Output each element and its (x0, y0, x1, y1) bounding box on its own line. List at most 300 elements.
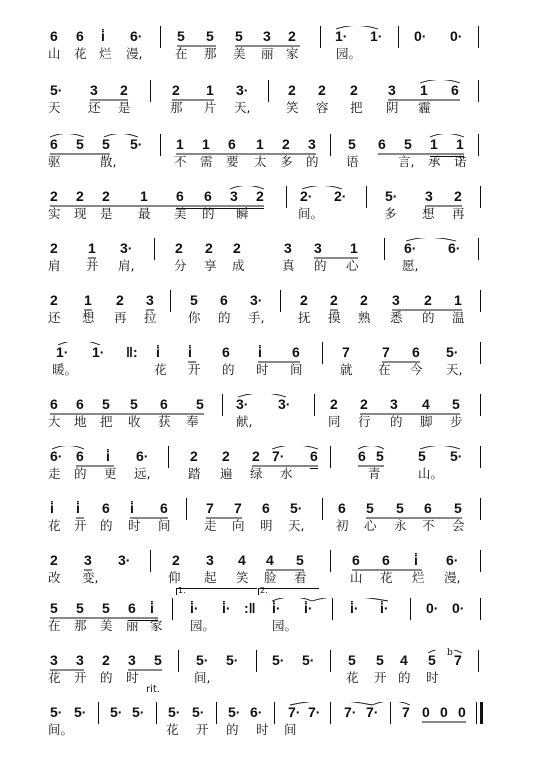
lyric: 肩, (118, 258, 135, 273)
score-row-2 (0, 80, 547, 130)
score-row-6 (0, 290, 547, 340)
note: i̇· (350, 600, 359, 616)
note: 6 (76, 448, 84, 464)
lyric: 笑 (236, 570, 249, 585)
note: 1 (176, 136, 184, 152)
note: 2 (116, 292, 124, 308)
note: 1 (456, 136, 464, 152)
lyric: 言, (398, 154, 415, 169)
volta-bracket-1 (176, 588, 257, 595)
lyric: 的 (74, 466, 87, 481)
lyric: 青 (368, 466, 381, 481)
lyric: 不 (422, 518, 435, 533)
lyric: 太 (254, 154, 267, 169)
note: 2 (102, 188, 110, 204)
lyric: 间 (284, 722, 297, 737)
score-row-12 (0, 586, 547, 648)
note: 5 (348, 136, 356, 152)
note: 7 (402, 704, 410, 720)
note: i̇ (50, 500, 54, 516)
note: 5 (154, 652, 162, 668)
lyric: 在 (175, 46, 188, 61)
lyric: 要 (226, 154, 239, 169)
note: 1 (350, 240, 358, 256)
lyric: 霾 (418, 100, 431, 115)
note: 2 (256, 188, 264, 204)
score-row-8 (0, 394, 547, 444)
lyric: 烂 (99, 46, 112, 61)
note: 2 (50, 240, 58, 256)
note: 2 (233, 240, 241, 256)
note: 6· (446, 552, 459, 568)
lyric: 园。 (190, 618, 216, 633)
lyric: 的 (100, 518, 113, 533)
note: 6 (50, 28, 58, 44)
repeat-start: ‖: (126, 344, 138, 360)
note: 3· (236, 396, 249, 412)
note: 5 (206, 28, 214, 44)
note: 6 (262, 500, 270, 516)
lyric: 的 (222, 362, 235, 377)
lyric: 开 (196, 722, 209, 737)
note: 2 (330, 396, 338, 412)
lyric: 更 (104, 466, 117, 481)
note: 6 (378, 136, 386, 152)
lyric: 脸 (264, 570, 277, 585)
lyric: 间。 (298, 206, 324, 221)
note: 2 (175, 240, 183, 256)
lyric: 向 (232, 518, 245, 533)
note: 5· (450, 448, 463, 464)
note: 5 (196, 396, 204, 412)
note: 7 (382, 344, 390, 360)
lyric: 初 (336, 518, 349, 533)
lyric: 大 (48, 414, 61, 429)
note: 6· (250, 704, 263, 720)
lyric: 还 (48, 310, 61, 325)
note: i̇ (150, 600, 154, 616)
lyric: 美 (174, 206, 187, 221)
lyric: 片 (204, 100, 217, 115)
lyric: 的 (202, 206, 215, 221)
note: 7 (454, 652, 462, 668)
note: 6 (50, 396, 58, 412)
note: 7 (342, 344, 350, 360)
note: 3 (146, 292, 154, 308)
lyric: 天, (288, 518, 305, 533)
note: 2 (205, 240, 213, 256)
lyric: 时 (256, 722, 269, 737)
lyric: 间。 (48, 722, 74, 737)
note: 1 (202, 136, 210, 152)
lyric: 就 (340, 362, 353, 377)
lyric: 行 (358, 414, 371, 429)
lyric: 花 (48, 670, 61, 685)
lyric: 分 (174, 258, 187, 273)
score-row-1 (0, 26, 547, 76)
lyric: 真 (282, 258, 295, 273)
note: 2· (334, 188, 347, 204)
note: i̇· (190, 600, 199, 616)
lyric: 承 (428, 154, 441, 169)
lyric: 的 (398, 670, 411, 685)
note: 5· (196, 652, 209, 668)
lyric: 间 (290, 362, 303, 377)
notes-line (0, 26, 547, 46)
lyric: 家 (286, 46, 299, 61)
note: 2 (172, 552, 180, 568)
note: i̇ (76, 500, 80, 516)
note: 5 (177, 28, 185, 44)
note: 6 (358, 448, 366, 464)
note: 5· (226, 652, 239, 668)
note: 6 (222, 344, 230, 360)
lyric: 容 (316, 100, 329, 115)
note: 2 (190, 448, 198, 464)
lyric: 的 (422, 310, 435, 325)
note: 2 (172, 82, 180, 98)
lyric: 收 (128, 414, 141, 429)
lyric: 起 (204, 570, 217, 585)
note: 2 (222, 448, 230, 464)
lyric: 会 (452, 518, 465, 533)
note: 5 (102, 136, 110, 152)
note: 2 (360, 396, 368, 412)
note: 3· (278, 396, 291, 412)
lyric: 花 (166, 722, 179, 737)
note: 5 (102, 600, 110, 616)
ritardando-mark: rit. (146, 684, 160, 695)
note: 2 (288, 82, 296, 98)
lyric: 手, (248, 310, 265, 325)
note: 6 (310, 448, 318, 464)
lyric: 今 (410, 362, 423, 377)
lyric: 多 (384, 206, 397, 221)
note: 5· (168, 704, 181, 720)
note: 1 (206, 82, 214, 98)
lyric: 变, (82, 570, 99, 585)
lyric: 开 (74, 670, 87, 685)
note: 2 (300, 292, 308, 308)
lyric: 献, (236, 414, 253, 429)
note: 2· (300, 188, 313, 204)
note: 2 (252, 448, 260, 464)
note: 3 (230, 188, 238, 204)
lyric: 间, (194, 670, 211, 685)
lyric: 开 (374, 670, 387, 685)
lyric: 的 (218, 310, 231, 325)
lyric: 的 (314, 258, 327, 273)
note: 3 (392, 292, 400, 308)
lyric: 烂 (412, 570, 425, 585)
lyric: 最 (138, 206, 151, 221)
note: i̇ (130, 500, 134, 516)
lyric: 心 (346, 258, 359, 273)
note: 5· (192, 704, 205, 720)
note: 4 (266, 552, 274, 568)
note: 6· (130, 28, 143, 44)
lyric: 走 (204, 518, 217, 533)
lyric: 水 (280, 466, 293, 481)
note: 7 (234, 500, 242, 516)
note: 6 (451, 82, 459, 98)
note: 3 (388, 82, 396, 98)
note: 1 (256, 136, 264, 152)
note: 0 (458, 704, 466, 720)
lyric: 那 (170, 100, 183, 115)
lyric: 同 (328, 414, 341, 429)
note: 7· (288, 704, 301, 720)
note: 0 (440, 704, 448, 720)
lyric: 暖。 (52, 362, 78, 377)
note: 1· (335, 28, 348, 44)
note: 5 (235, 28, 243, 44)
repeat-end: :‖ (244, 600, 256, 616)
note: 5· (132, 704, 145, 720)
lyric: 散, (100, 154, 117, 169)
lyric: 改 (48, 570, 61, 585)
lyric: 山 (350, 570, 363, 585)
lyric: 的 (390, 414, 403, 429)
note: 2 (424, 292, 432, 308)
lyric: 拉 (144, 310, 157, 325)
score-row-3 (0, 134, 547, 184)
lyric: 的 (226, 722, 239, 737)
note: 2 (102, 652, 110, 668)
lyric: 是 (118, 100, 131, 115)
note: 6 (220, 292, 228, 308)
note: 6· (404, 240, 417, 256)
note: 5· (50, 82, 63, 98)
note: 3 (263, 28, 271, 44)
lyric: 笑 (286, 100, 299, 115)
note: 5 (428, 652, 436, 668)
lyric: 你 (188, 310, 201, 325)
lyric: 瞬 (236, 206, 249, 221)
lyric: 需 (200, 154, 213, 169)
note: 5· (446, 344, 459, 360)
note: 7· (366, 704, 379, 720)
lyric: 再 (452, 206, 465, 221)
lyric: 成 (232, 258, 245, 273)
lyric: 悉 (390, 310, 403, 325)
note: 5 (50, 600, 58, 616)
lyric: 想 (82, 310, 95, 325)
note: 4 (238, 552, 246, 568)
note: 6 (352, 552, 360, 568)
note: 3 (84, 552, 92, 568)
lyric: 遍 (220, 466, 233, 481)
note: 7· (344, 704, 357, 720)
note: 5 (366, 500, 374, 516)
note: 5 (296, 552, 304, 568)
note: 5· (228, 704, 241, 720)
note: 6 (382, 552, 390, 568)
note: 0· (452, 600, 465, 616)
note: 5 (76, 600, 84, 616)
note: 5· (290, 500, 303, 516)
note: i̇ (188, 344, 192, 360)
note: i̇ (101, 28, 105, 44)
lyric: 明 (260, 518, 273, 533)
note: 5 (376, 448, 384, 464)
note: 6 (160, 500, 168, 516)
note: 6 (412, 344, 420, 360)
note: 5· (385, 188, 398, 204)
lyric: 心 (364, 518, 377, 533)
note: 7· (272, 448, 285, 464)
note: 1 (430, 136, 438, 152)
lyric: 山 (48, 46, 61, 61)
lyric: 天 (48, 100, 61, 115)
score-row-5 (0, 238, 547, 288)
note: 2 (50, 292, 58, 308)
note: 0· (450, 28, 463, 44)
lyric: 想 (422, 206, 435, 221)
note: 5· (74, 704, 87, 720)
lyric: 园。 (272, 618, 298, 633)
lyric: 仰 (168, 570, 181, 585)
note: 5· (110, 704, 123, 720)
lyric: 间 (158, 518, 171, 533)
note: 3 (206, 552, 214, 568)
lyric: 不 (174, 154, 187, 169)
note: i̇· (272, 600, 281, 616)
note: 3· (250, 292, 263, 308)
lyric: 并 (86, 258, 99, 273)
lyric: 时 (128, 518, 141, 533)
note: 3 (90, 82, 98, 98)
note: 2 (50, 552, 58, 568)
lyric: 丽 (261, 46, 274, 61)
note: 5· (130, 136, 143, 152)
note: 2 (288, 28, 296, 44)
note: 5· (272, 652, 285, 668)
lyric: 时 (426, 670, 439, 685)
note: 6· (50, 448, 63, 464)
lyric: 时 (256, 362, 269, 377)
lyric: 实 (48, 206, 61, 221)
lyric: 享 (204, 258, 217, 273)
lyric: 漫, (444, 570, 461, 585)
lyric: 温 (452, 310, 465, 325)
flat-sign: b (447, 648, 453, 658)
lyric: 花 (346, 670, 359, 685)
lyric: 丽 (126, 618, 139, 633)
note: i̇ (258, 344, 262, 360)
note: 5 (418, 448, 426, 464)
lyric: 天, (234, 100, 251, 115)
lyric: 美 (100, 618, 113, 633)
note: i̇· (380, 600, 389, 616)
note: 3· (118, 552, 131, 568)
lyric: 在 (48, 618, 61, 633)
lyric: 获 (158, 414, 171, 429)
note: 3· (236, 82, 249, 98)
note: 1· (370, 28, 383, 44)
note: 1 (454, 292, 462, 308)
note: 5 (130, 396, 138, 412)
note: 6 (204, 188, 212, 204)
lyric: 现 (74, 206, 87, 221)
lyric: 脚 (420, 414, 433, 429)
note: 3 (128, 652, 136, 668)
note: 0· (426, 600, 439, 616)
lyric: 把 (350, 100, 363, 115)
note: 0 (422, 704, 430, 720)
lyric: 漫, (126, 46, 143, 61)
note: i̇· (222, 600, 231, 616)
note: 2 (454, 188, 462, 204)
note: 5 (76, 136, 84, 152)
lyric: 山。 (418, 466, 444, 481)
note: 0· (414, 28, 427, 44)
lyric: 永 (394, 518, 407, 533)
score-row-4 (0, 186, 547, 236)
note: 5· (302, 652, 315, 668)
note: 6 (160, 396, 168, 412)
lyric: 阴 (386, 100, 399, 115)
note: 5 (102, 396, 110, 412)
lyric: 地 (74, 414, 87, 429)
note: 1· (56, 344, 69, 360)
note: i̇ (106, 448, 110, 464)
note: 2 (350, 82, 358, 98)
lyric: 花 (74, 46, 87, 61)
note: 6 (338, 500, 346, 516)
note: 2 (120, 82, 128, 98)
lyric: 是 (100, 206, 113, 221)
note: 2 (282, 136, 290, 152)
note: 1 (140, 188, 148, 204)
lyric: 那 (74, 618, 87, 633)
lyric: 开 (188, 362, 201, 377)
note: 5 (454, 500, 462, 516)
note: 3 (284, 240, 292, 256)
lyric: 奉 (186, 414, 199, 429)
note: 7· (308, 704, 321, 720)
lyric: 还 (88, 100, 101, 115)
note: 6 (176, 188, 184, 204)
note: 3 (314, 240, 322, 256)
volta-number-2: 2. (260, 586, 268, 595)
note: 3 (425, 188, 433, 204)
lyric: 熟 (358, 310, 371, 325)
note: 5 (404, 136, 412, 152)
note: i̇ (414, 552, 418, 568)
lyric: 抚 (298, 310, 311, 325)
lyric: 园。 (336, 46, 362, 61)
lyric: 家 (150, 618, 163, 633)
note: 7 (206, 500, 214, 516)
note: 6 (128, 600, 136, 616)
note: 6 (228, 136, 236, 152)
note: 3 (390, 396, 398, 412)
lyric: 摸 (328, 310, 341, 325)
note: 5 (396, 500, 404, 516)
lyric: 驱 (48, 154, 61, 169)
note: 1 (88, 240, 96, 256)
note: 4 (422, 396, 430, 412)
lyric: 的 (100, 670, 113, 685)
lyric: 诺 (454, 154, 467, 169)
lyric: 把 (100, 414, 113, 429)
note: 5 (376, 652, 384, 668)
note: 5 (452, 396, 460, 412)
note: 3 (308, 136, 316, 152)
note: 6 (76, 28, 84, 44)
note: 5 (190, 292, 198, 308)
